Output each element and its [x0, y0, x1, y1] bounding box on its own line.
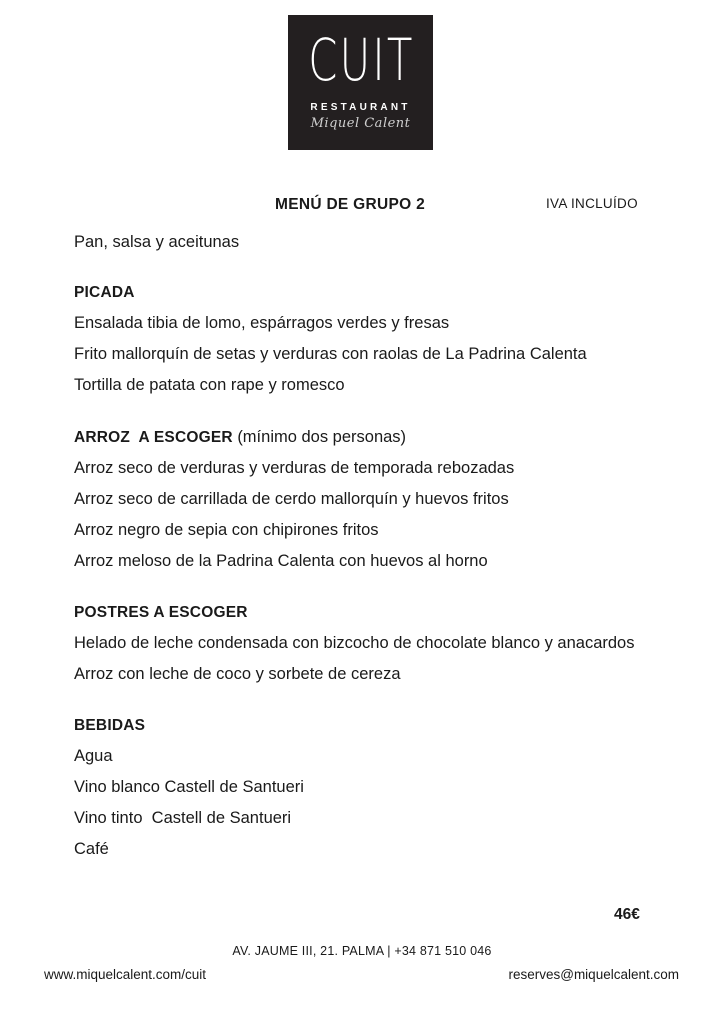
section-heading-text: ARROZ A ESCOGER	[74, 429, 233, 446]
menu-price: 46€	[614, 906, 640, 923]
section-heading-text: PICADA	[74, 284, 135, 301]
menu-item: Frito mallorquín de setas y verduras con raolas de La Padrina Calenta	[74, 345, 587, 363]
menu-title: MENÚ DE GRUPO 2	[275, 196, 426, 213]
footer-email-link[interactable]: reserves@miquelcalent.com	[508, 967, 679, 982]
menu-item: Arroz seco de carrillada de cerdo mallorquín y huevos fritos	[74, 490, 509, 508]
logo-signature: Miquel Calent	[310, 116, 411, 131]
menu-item: Arroz con leche de coco y sorbete de cereza	[74, 665, 401, 683]
section-heading	[74, 283, 664, 303]
section-picada	[74, 283, 664, 396]
section-heading	[74, 603, 664, 623]
section-postres	[74, 603, 664, 685]
section-arroz	[74, 427, 664, 572]
footer-address: AV. JAUME III, 21. PALMA | +34 871 510 046	[232, 944, 492, 958]
menu-item: Arroz negro de sepia con chipirones fritos	[74, 521, 379, 539]
restaurant-logo	[288, 15, 433, 150]
menu-item: Vino tinto Castell de Santueri	[74, 809, 292, 827]
menu-item: Arroz seco de verduras y verduras de temporada rebozadas	[74, 459, 515, 477]
menu-item: Café	[74, 840, 109, 858]
section-heading-text: BEBIDAS	[74, 717, 146, 734]
menu-item: Helado de leche condensada con bizcocho de chocolate blanco y anacardos	[74, 634, 635, 652]
section-heading	[74, 427, 664, 448]
section-heading	[74, 716, 664, 736]
menu-item: Tortilla de patata con rape y romesco	[74, 376, 345, 394]
section-heading-text: POSTRES A ESCOGER	[74, 604, 248, 621]
menu-content	[74, 232, 664, 891]
menu-item: Vino blanco Castell de Santueri	[74, 778, 304, 796]
logo-name: CUIT	[308, 26, 415, 94]
intro-line: Pan, salsa y aceitunas	[74, 233, 240, 251]
footer-website-link[interactable]: www.miquelcalent.com/cuit	[44, 967, 207, 982]
logo-subtitle: RESTAURANT	[310, 102, 411, 113]
section-note: (mínimo dos personas)	[237, 428, 407, 446]
menu-item: Agua	[74, 747, 113, 765]
section-bebidas	[74, 716, 664, 860]
menu-item: Arroz meloso de la Padrina Calenta con huevos al horno	[74, 552, 488, 570]
tax-note: IVA INCLUÍDO	[546, 196, 638, 211]
menu-item: Ensalada tibia de lomo, espárragos verdes y fresas	[74, 314, 450, 332]
